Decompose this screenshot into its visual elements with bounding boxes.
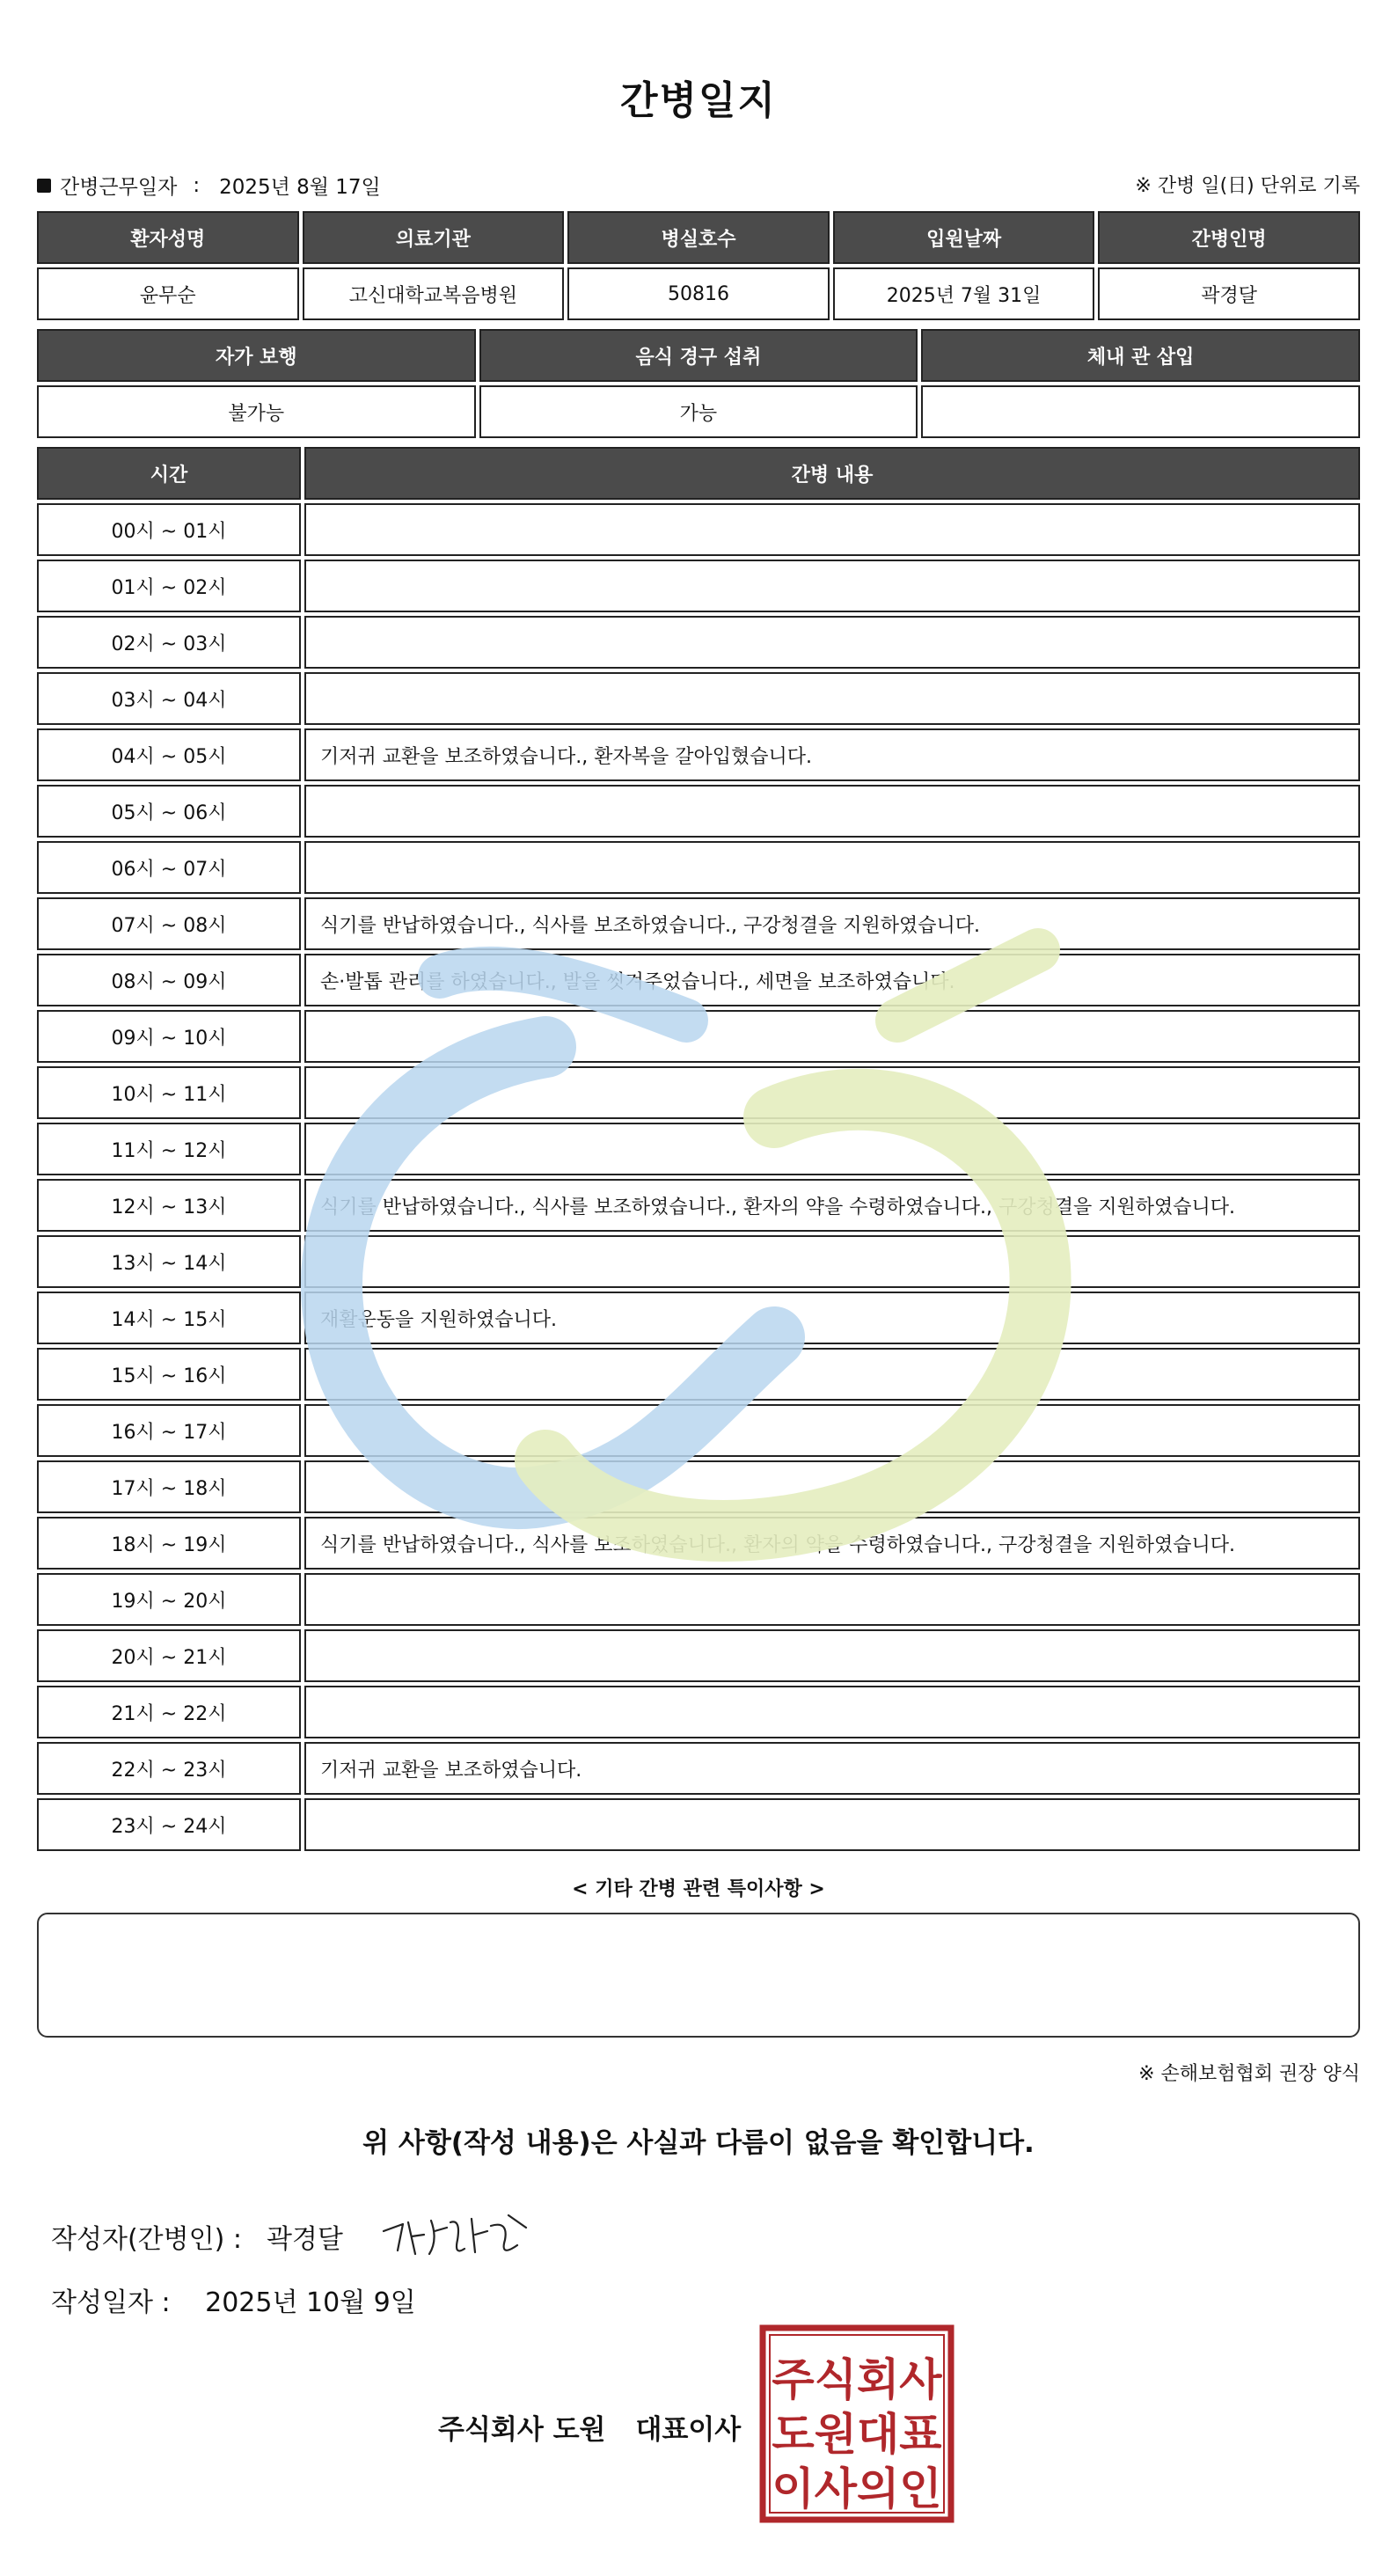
care-content-cell [304,1686,1360,1738]
care-time-cell: 15시 ~ 16시 [37,1348,301,1401]
care-log-row [37,1573,1360,1626]
care-log-row [37,1742,1360,1795]
value-caregiver-name: 곽경달 [1098,267,1360,320]
care-time-cell: 01시 ~ 02시 [37,560,301,612]
care-time-cell: 11시 ~ 12시 [37,1123,301,1175]
header-self-walking: 자가 보행 [37,329,476,382]
other-notes-title: < 기타 간병 관련 특이사항 > [572,1878,825,1900]
care-log-row [37,503,1360,556]
care-log-row [37,1123,1360,1175]
care-time-cell: 08시 ~ 09시 [37,954,301,1006]
seal-text-line-2: 도원대표 [772,2409,942,2460]
care-log-row [37,1292,1360,1344]
care-time-cell: 06시 ~ 07시 [37,841,301,894]
written-date-label: 작성일자 : [51,2287,171,2318]
care-content-cell [304,1404,1360,1457]
care-time-cell: 02시 ~ 03시 [37,616,301,669]
patient-info-value-row [37,267,1360,320]
care-content-cell [304,1235,1360,1288]
page-title: 간병일지 [619,78,777,123]
care-log-header-row [37,447,1360,500]
care-content-cell [304,1460,1360,1513]
care-log-row [37,672,1360,725]
bullet-square-icon [37,179,51,193]
work-date-separator: : [193,173,201,197]
care-content-cell: 재활운동을 지원하였습니다. [304,1292,1360,1344]
care-content-cell [304,1348,1360,1401]
care-time-cell: 18시 ~ 19시 [37,1517,301,1570]
care-log-row [37,1066,1360,1119]
other-notes-box [37,1913,1360,2038]
care-log-row [37,728,1360,781]
confirmation-statement: 위 사항(작성 내용)은 사실과 다름이 없음을 확인합니다. [362,2127,1035,2159]
care-content-cell [304,1629,1360,1682]
care-content-cell: 기저귀 교환을 보조하였습니다. [304,1742,1360,1795]
care-time-cell: 09시 ~ 10시 [37,1010,301,1063]
care-content-cell: 기저귀 교환을 보조하였습니다., 환자복을 갈아입혔습니다. [304,728,1360,781]
care-log-row [37,1404,1360,1457]
care-time-cell: 19시 ~ 20시 [37,1573,301,1626]
care-log-row [37,560,1360,612]
care-content-cell [304,1010,1360,1063]
header-hospital: 의료기관 [303,211,565,264]
care-time-cell: 21시 ~ 22시 [37,1686,301,1738]
care-content-cell: 식기를 반납하였습니다., 식사를 보조하였습니다., 환자의 약을 수령하였습니다., 구강청결을 지원하였습니다. [304,1179,1360,1232]
header-care-content: 간병 내용 [304,447,1360,500]
association-note: ※ 손해보험협회 권장 양식 [1138,2063,1360,2085]
care-log-table [33,443,1364,1855]
seal-text-line-3: 이사의인 [772,2463,942,2514]
writer-line [51,2217,343,2256]
work-date-value: 2025년 8월 17일 [219,176,381,199]
header-oral-intake: 음식 경구 섭취 [479,329,918,382]
patient-info-header-row [37,211,1360,264]
care-log-row [37,1179,1360,1232]
value-self-walking: 불가능 [37,385,476,438]
care-log-row [37,1798,1360,1851]
care-content-cell [304,503,1360,556]
status-header-row [37,329,1360,382]
care-time-cell: 05시 ~ 06시 [37,785,301,838]
care-content-cell [304,616,1360,669]
patient-status-table [33,326,1364,442]
work-date-label: 간병근무일자 [60,176,178,199]
writer-name: 곽경달 [266,2224,343,2255]
care-content-cell: 식기를 반납하였습니다., 식사를 보조하였습니다., 구강청결을 지원하였습니다. [304,897,1360,950]
care-time-cell: 12시 ~ 13시 [37,1179,301,1232]
value-patient-name: 윤무순 [37,267,299,320]
care-log-row [37,1629,1360,1682]
care-log-row [37,1686,1360,1738]
care-content-cell [304,1123,1360,1175]
care-log-row [37,954,1360,1006]
care-content-cell [304,1573,1360,1626]
company-seal-stamp [759,2324,954,2523]
patient-info-table [33,208,1364,324]
value-hospital: 고신대학교복음병원 [303,267,565,320]
care-content-cell [304,1066,1360,1119]
care-log-row [37,1348,1360,1401]
unit-note: ※ 간병 일(日) 단위로 기록 [1135,175,1360,197]
status-value-row [37,385,1360,438]
value-admission-date: 2025년 7월 31일 [833,267,1095,320]
care-content-cell [304,560,1360,612]
care-log-row [37,1460,1360,1513]
care-log-row [37,1517,1360,1570]
care-log-row [37,1010,1360,1063]
care-time-cell: 16시 ~ 17시 [37,1404,301,1457]
care-time-cell: 14시 ~ 15시 [37,1292,301,1344]
written-date-value: 2025년 10월 9일 [205,2287,416,2318]
care-log-row [37,616,1360,669]
value-room-number: 50816 [567,267,830,320]
company-name: 주식회사 도원 [438,2414,606,2446]
care-time-cell: 22시 ~ 23시 [37,1742,301,1795]
value-oral-intake: 가능 [479,385,918,438]
header-admission-date: 입원날짜 [833,211,1095,264]
care-time-cell: 23시 ~ 24시 [37,1798,301,1851]
representative-title: 대표이사 [635,2414,742,2446]
work-date-line [37,171,381,200]
header-room-number: 병실호수 [567,211,830,264]
care-content-cell [304,1798,1360,1851]
written-date-line [51,2280,416,2319]
care-log-row [37,785,1360,838]
care-content-cell [304,841,1360,894]
seal-text-line-1: 주식회사 [772,2354,942,2405]
company-line [438,2407,741,2447]
header-caregiver-name: 간병인명 [1098,211,1360,264]
care-time-cell: 04시 ~ 05시 [37,728,301,781]
care-content-cell [304,672,1360,725]
value-tube-insertion [921,385,1360,438]
care-log-row [37,1235,1360,1288]
care-time-cell: 10시 ~ 11시 [37,1066,301,1119]
care-time-cell: 00시 ~ 01시 [37,503,301,556]
header-patient-name: 환자성명 [37,211,299,264]
care-time-cell: 20시 ~ 21시 [37,1629,301,1682]
care-log-row [37,897,1360,950]
care-time-cell: 13시 ~ 14시 [37,1235,301,1288]
care-time-cell: 07시 ~ 08시 [37,897,301,950]
header-tube-insertion: 체내 관 삽입 [921,329,1360,382]
care-time-cell: 17시 ~ 18시 [37,1460,301,1513]
handwritten-signature [377,2205,535,2266]
care-content-cell: 손·발톱 관리를 하였습니다., 발을 씻겨주었습니다., 세면을 보조하였습니다. [304,954,1360,1006]
care-content-cell: 식기를 반납하였습니다., 식사를 보조하였습니다., 환자의 약을 수령하였습니다., 구강청결을 지원하였습니다. [304,1517,1360,1570]
care-time-cell: 03시 ~ 04시 [37,672,301,725]
care-content-cell [304,785,1360,838]
header-time: 시간 [37,447,301,500]
care-log-row [37,841,1360,894]
writer-label: 작성자(간병인) : [51,2224,242,2255]
